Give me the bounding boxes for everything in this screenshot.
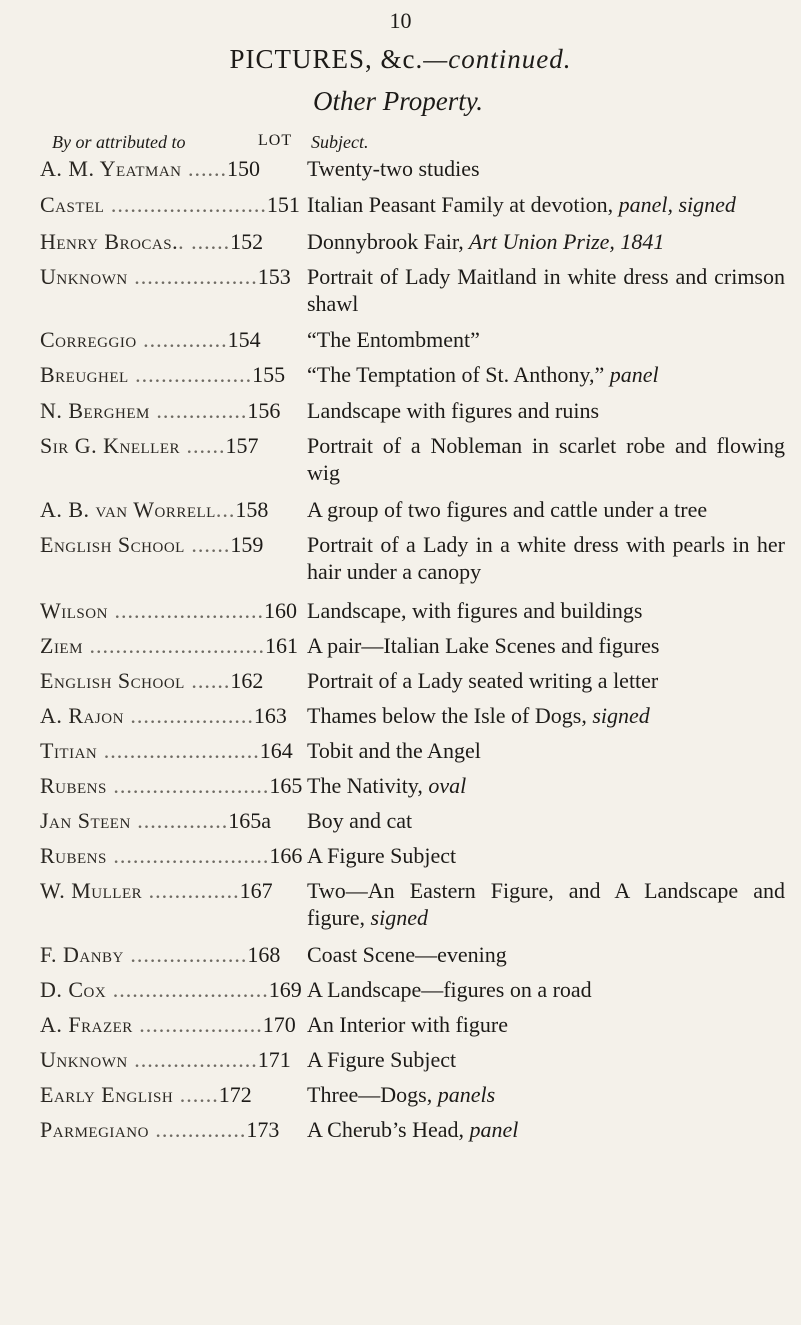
subject-text: A Figure Subject [307,1047,457,1072]
leader-dots: .............. [149,398,248,423]
subject-note: panel, signed [613,192,736,217]
leader-dots: ............. [136,327,228,352]
leader-dots: . ...... [178,229,231,254]
subject-note: panel [604,362,659,387]
subject-cell [307,737,785,764]
subject-text: Italian Peasant Family at devotion, [307,192,614,217]
column-header-subject: Subject. [311,132,369,152]
artist-cell [40,772,303,800]
leader-dots: .............. [142,878,240,903]
subject-text: A Cherub’s Head, [307,1117,465,1142]
lot-number: 169 [268,977,302,1002]
heading-continued: —continued. [423,44,572,74]
subject-note: oval [422,773,467,798]
artist-name: W. Muller [40,878,143,903]
artist-name: English School [40,668,185,693]
column-header-lot: LOT [258,132,293,149]
artist-name: A. Rajon [40,703,124,728]
subject-text: Landscape, with figures and buildings [307,598,643,623]
artist-name: Ziem [40,633,83,658]
artist-name: Jan Steen [40,808,131,833]
subject-cell [307,397,785,424]
subject-cell [307,807,785,834]
artist-cell [40,702,296,730]
artist-name: Correggio [40,327,137,352]
artist-name: Sir G. Kneller [40,433,180,458]
leader-dots: ...... [173,1082,219,1107]
lot-number: 165a [228,808,272,833]
lot-number: 156 [247,398,281,423]
artist-name: D. Cox [40,977,107,1002]
leader-dots: ................... [127,264,258,289]
lot-number: 152 [230,229,264,254]
subject-text: A Landscape—figures on a road [307,977,592,1002]
artist-name: N. Berghem [40,398,150,423]
subject-cell [307,667,785,694]
artist-name: Wilson [40,598,108,623]
lot-number: 163 [253,703,287,728]
lot-number: 173 [246,1117,280,1142]
leader-dots: ........................ [106,843,270,868]
lot-number: 171 [257,1047,291,1072]
leader-dots: ................... [127,1047,258,1072]
subject-text: Thames below the Isle of Dogs, [307,703,587,728]
artist-cell [40,191,300,219]
artist-cell [40,632,296,660]
subject-cell [307,432,785,486]
leader-dots: ........................ [104,192,267,217]
lot-number: 160 [263,598,297,623]
artist-cell [40,737,296,765]
subject-cell [307,361,785,388]
artist-cell [40,496,296,524]
artist-cell [40,667,296,695]
artist-name: Castel [40,192,105,217]
lot-number: 155 [252,362,286,387]
subject-cell [307,1011,785,1038]
artist-cell [40,1116,296,1144]
subject-text: Boy and cat [307,808,413,833]
artist-name: A. M. Yeatman [40,156,182,181]
artist-name: F. Danby [40,942,124,967]
leader-dots: ...... [184,532,231,557]
leader-dots: .................. [128,362,253,387]
subject-cell [307,1116,785,1143]
subject-cell [307,976,785,1003]
subject-text: A group of two figures and cattle under a tree [307,497,708,522]
subject-text: Portrait of Lady Maitland in white dress and crimson shawl [307,264,785,316]
leader-dots: ...... [181,156,228,181]
artist-name: Breughel [40,362,129,387]
subject-cell [307,597,785,624]
lot-number: 162 [230,668,264,693]
subject-note: panels [432,1082,496,1107]
lot-number: 154 [227,327,261,352]
subject-text: Portrait of a Lady in a white dress with pearls in her hair under a canopy [307,532,785,584]
subject-cell [307,842,785,869]
leader-dots: .............. [130,808,229,833]
artist-cell [40,155,296,183]
subject-note: Art Union Prize, 1841 [463,229,665,254]
artist-cell [40,807,296,835]
artist-cell [40,1046,296,1074]
subject-text: Portrait of a Nobleman in scarlet robe and flowing wig [307,433,785,485]
subject-cell [307,531,785,585]
subject-cell [307,941,785,968]
lot-number: 165 [269,773,303,798]
lot-number: 161 [264,633,298,658]
subject-cell [307,326,785,353]
artist-cell [40,432,296,460]
artist-cell [40,1011,296,1039]
lot-number: 150 [227,156,261,181]
artist-name: English School [40,532,185,557]
artist-cell [40,976,302,1004]
leader-dots: ................... [123,703,254,728]
artist-name: Parmegiano [40,1117,149,1142]
artist-name: A. Frazer [40,1012,133,1037]
subject-text: Twenty-two studies [307,156,480,181]
subject-text: An Interior with figure [307,1012,508,1037]
artist-name: Henry Brocas. [40,229,179,254]
artist-cell [40,326,296,354]
leader-dots: ....................... [107,598,264,623]
subject-text: Coast Scene—evening [307,942,507,967]
artist-cell [40,531,296,559]
subject-note: signed [586,703,650,728]
subject-text: Donnybrook Fair, [307,229,464,254]
leader-dots: ...... [180,433,226,458]
lot-number: 170 [262,1012,296,1037]
subject-cell [307,191,785,218]
column-header-by: By or attributed to [52,132,186,152]
leader-dots: ........................ [106,773,270,798]
subject-text: A pair—Italian Lake Scenes and figures [307,633,660,658]
leader-dots: ........................ [97,738,260,763]
lot-number: 159 [230,532,264,557]
leader-dots: ...... [184,668,231,693]
leader-dots: .............. [148,1117,247,1142]
artist-name: A. B. van Worrell [40,497,216,522]
artist-cell [40,941,296,969]
lot-number: 167 [239,878,273,903]
subject-text: “The Temptation of St. Anthony,” [307,362,605,387]
subject-cell [307,632,785,659]
subject-text: “The Entombment” [307,327,480,352]
artist-cell [40,228,296,256]
subject-text: Portrait of a Lady seated writing a letter [307,668,659,693]
leader-dots: ........................ [106,977,269,1002]
subject-cell [307,877,785,931]
page-heading [0,44,801,75]
subject-text: Tobit and the Angel [307,738,481,763]
subject-note: panel [464,1117,519,1142]
subject-cell [307,263,785,317]
artist-cell [40,1081,296,1109]
lot-number: 158 [235,497,269,522]
artist-cell [40,842,303,870]
subject-cell [307,155,785,182]
artist-cell [40,597,296,625]
artist-name: Unknown [40,1047,128,1072]
artist-name: Rubens [40,773,107,798]
subject-text: Landscape with figures and ruins [307,398,600,423]
leader-dots: ........................... [82,633,265,658]
subject-text: Two—An Eastern Figure, and A Landscape and figure, [307,878,785,930]
subject-cell [307,1046,785,1073]
lot-number: 164 [259,738,293,763]
subject-cell [307,496,785,523]
lot-number: 157 [225,433,259,458]
subject-text: The Nativity, [307,773,423,798]
leader-dots: .................. [123,942,248,967]
subject-cell [307,1081,785,1108]
leader-dots: ................... [132,1012,263,1037]
artist-name: Titian [40,738,98,763]
artist-name: Unknown [40,264,128,289]
lot-number: 172 [218,1082,252,1107]
subject-text: Three—Dogs, [307,1082,433,1107]
lot-number: 166 [269,843,303,868]
subject-cell [307,772,785,799]
subject-text: A Figure Subject [307,843,457,868]
subject-note: signed [365,905,428,930]
subject-cell [307,228,785,255]
artist-cell [40,361,296,389]
lot-number: 168 [247,942,281,967]
heading-main: PICTURES, &c. [229,44,424,74]
lot-number: 153 [257,264,291,289]
lot-number: 151 [266,192,300,217]
artist-cell [40,877,296,905]
leader-dots: ... [215,497,236,522]
subject-cell [307,702,785,729]
artist-cell [40,263,296,291]
section-subheading: Other Property. [313,86,483,116]
artist-cell [40,397,296,425]
artist-name: Rubens [40,843,107,868]
artist-name: Early English [40,1082,174,1107]
page-number: 10 [389,8,412,33]
